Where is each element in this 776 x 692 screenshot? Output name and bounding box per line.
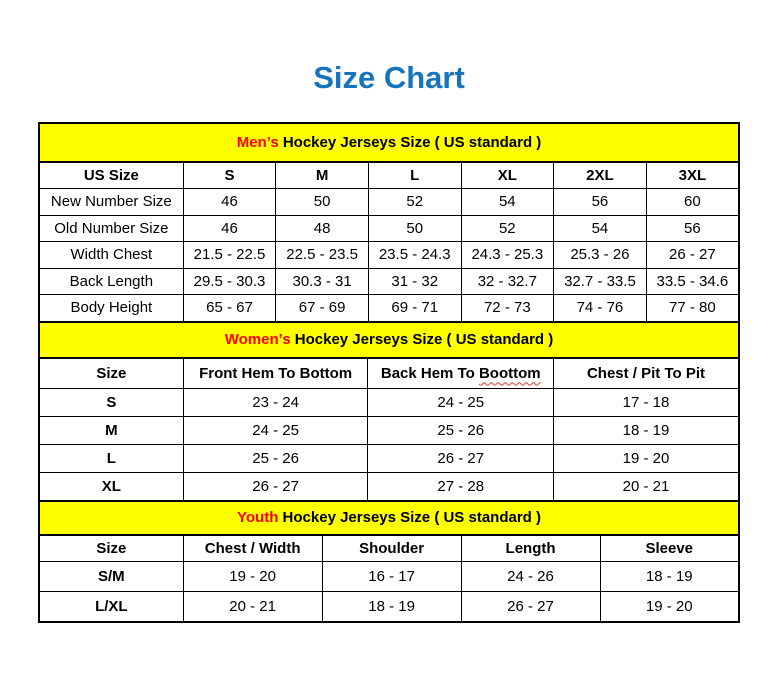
table-row [39, 591, 739, 622]
womens-banner-row [39, 322, 739, 358]
column-header: Chest / Width [183, 535, 322, 562]
youth-header-row [39, 535, 739, 562]
table-row [39, 388, 739, 416]
row-label: S [39, 388, 183, 416]
column-header: S [183, 162, 276, 189]
row-label: Body Height [39, 295, 183, 322]
size-value-cell: 77 - 80 [646, 295, 739, 322]
size-value-cell: 19 - 20 [600, 591, 739, 622]
size-value-cell: 18 - 19 [553, 416, 739, 444]
column-header: XL [461, 162, 554, 189]
mens-banner [39, 123, 739, 162]
youth-banner [39, 501, 739, 535]
column-header: L [368, 162, 461, 189]
table-row [39, 416, 739, 444]
size-value-cell: 33.5 - 34.6 [646, 268, 739, 295]
size-value-cell: 54 [461, 189, 554, 216]
column-header: Chest / Pit To Pit [553, 358, 739, 389]
size-value-cell: 50 [368, 215, 461, 242]
size-value-cell: 24 - 26 [461, 561, 600, 591]
row-label: S/M [39, 561, 183, 591]
column-header: M [276, 162, 369, 189]
size-value-cell: 24 - 25 [183, 416, 368, 444]
size-value-cell: 56 [646, 215, 739, 242]
size-value-cell: 20 - 21 [183, 591, 322, 622]
column-header: Shoulder [322, 535, 461, 562]
size-value-cell: 24 - 25 [368, 388, 554, 416]
table-row [39, 189, 739, 216]
womens-banner [39, 322, 739, 358]
mens-size-table [38, 122, 740, 323]
womens-banner-highlight: Women’s [224, 331, 291, 348]
row-label: Width Chest [39, 242, 183, 269]
column-header: Front Hem To Bottom [183, 358, 368, 389]
row-label: Back Length [39, 268, 183, 295]
row-label: New Number Size [39, 189, 183, 216]
size-value-cell: 29.5 - 30.3 [183, 268, 276, 295]
mens-header-row [39, 162, 739, 189]
size-value-cell: 22.5 - 23.5 [276, 242, 369, 269]
size-value-cell: 19 - 20 [553, 444, 739, 472]
column-header: Size [39, 358, 183, 389]
size-value-cell: 16 - 17 [322, 561, 461, 591]
size-value-cell: 26 - 27 [646, 242, 739, 269]
size-value-cell: 46 [183, 215, 276, 242]
size-value-cell: 56 [554, 189, 647, 216]
column-header: Size [39, 535, 183, 562]
size-value-cell: 52 [461, 215, 554, 242]
size-value-cell: 69 - 71 [368, 295, 461, 322]
size-value-cell: 32.7 - 33.5 [554, 268, 647, 295]
table-row [39, 215, 739, 242]
table-row [39, 561, 739, 591]
row-label: L [39, 444, 183, 472]
size-value-cell: 67 - 69 [276, 295, 369, 322]
row-label: Old Number Size [39, 215, 183, 242]
size-value-cell: 26 - 27 [461, 591, 600, 622]
size-value-cell: 20 - 21 [553, 472, 739, 501]
column-header: 2XL [554, 162, 647, 189]
size-value-cell: 48 [276, 215, 369, 242]
misspelled-word: Boottom [478, 364, 541, 382]
size-value-cell: 27 - 28 [368, 472, 554, 501]
youth-banner-highlight: Youth [237, 509, 279, 526]
size-value-cell: 32 - 32.7 [461, 268, 554, 295]
size-value-cell: 30.3 - 31 [276, 268, 369, 295]
size-value-cell: 60 [646, 189, 739, 216]
size-value-cell: 74 - 76 [554, 295, 647, 322]
youth-banner-text: Hockey Jerseys Size ( US standard ) [278, 509, 541, 526]
womens-banner-text: Hockey Jerseys Size ( US standard ) [290, 331, 554, 348]
size-value-cell: 25 - 26 [368, 416, 554, 444]
size-value-cell: 65 - 67 [183, 295, 276, 322]
size-tables-container [38, 122, 740, 623]
size-value-cell: 18 - 19 [600, 561, 739, 591]
size-value-cell: 72 - 73 [461, 295, 554, 322]
table-row [39, 444, 739, 472]
size-value-cell: 21.5 - 22.5 [183, 242, 276, 269]
row-label: L/XL [39, 591, 183, 622]
size-value-cell: 31 - 32 [368, 268, 461, 295]
column-header: Sleeve [600, 535, 739, 562]
youth-size-table [38, 500, 740, 623]
table-row [39, 472, 739, 501]
row-label: M [39, 416, 183, 444]
column-header: Length [461, 535, 600, 562]
size-value-cell: 26 - 27 [183, 472, 368, 501]
mens-banner-text: Hockey Jerseys Size ( US standard ) [278, 134, 542, 151]
womens-header-row [39, 358, 739, 389]
row-label: XL [39, 472, 183, 501]
mens-banner-highlight: Men’s [236, 134, 279, 151]
size-value-cell: 19 - 20 [183, 561, 322, 591]
table-row [39, 268, 739, 295]
size-value-cell: 18 - 19 [322, 591, 461, 622]
size-value-cell: 25 - 26 [183, 444, 368, 472]
size-value-cell: 46 [183, 189, 276, 216]
size-value-cell: 23.5 - 24.3 [368, 242, 461, 269]
youth-banner-row [39, 501, 739, 535]
size-value-cell: 17 - 18 [553, 388, 739, 416]
size-value-cell: 50 [276, 189, 369, 216]
column-header: Back Hem To Boottom [368, 358, 554, 389]
mens-banner-row [39, 123, 739, 162]
table-row [39, 242, 739, 269]
size-value-cell: 26 - 27 [368, 444, 554, 472]
size-value-cell: 23 - 24 [183, 388, 368, 416]
column-header: 3XL [646, 162, 739, 189]
size-value-cell: 25.3 - 26 [554, 242, 647, 269]
size-value-cell: 54 [554, 215, 647, 242]
column-header: US Size [39, 162, 183, 189]
womens-size-table [38, 321, 740, 502]
size-value-cell: 24.3 - 25.3 [461, 242, 554, 269]
table-row [39, 295, 739, 322]
page-title: Size Chart [313, 60, 465, 95]
size-value-cell: 52 [368, 189, 461, 216]
